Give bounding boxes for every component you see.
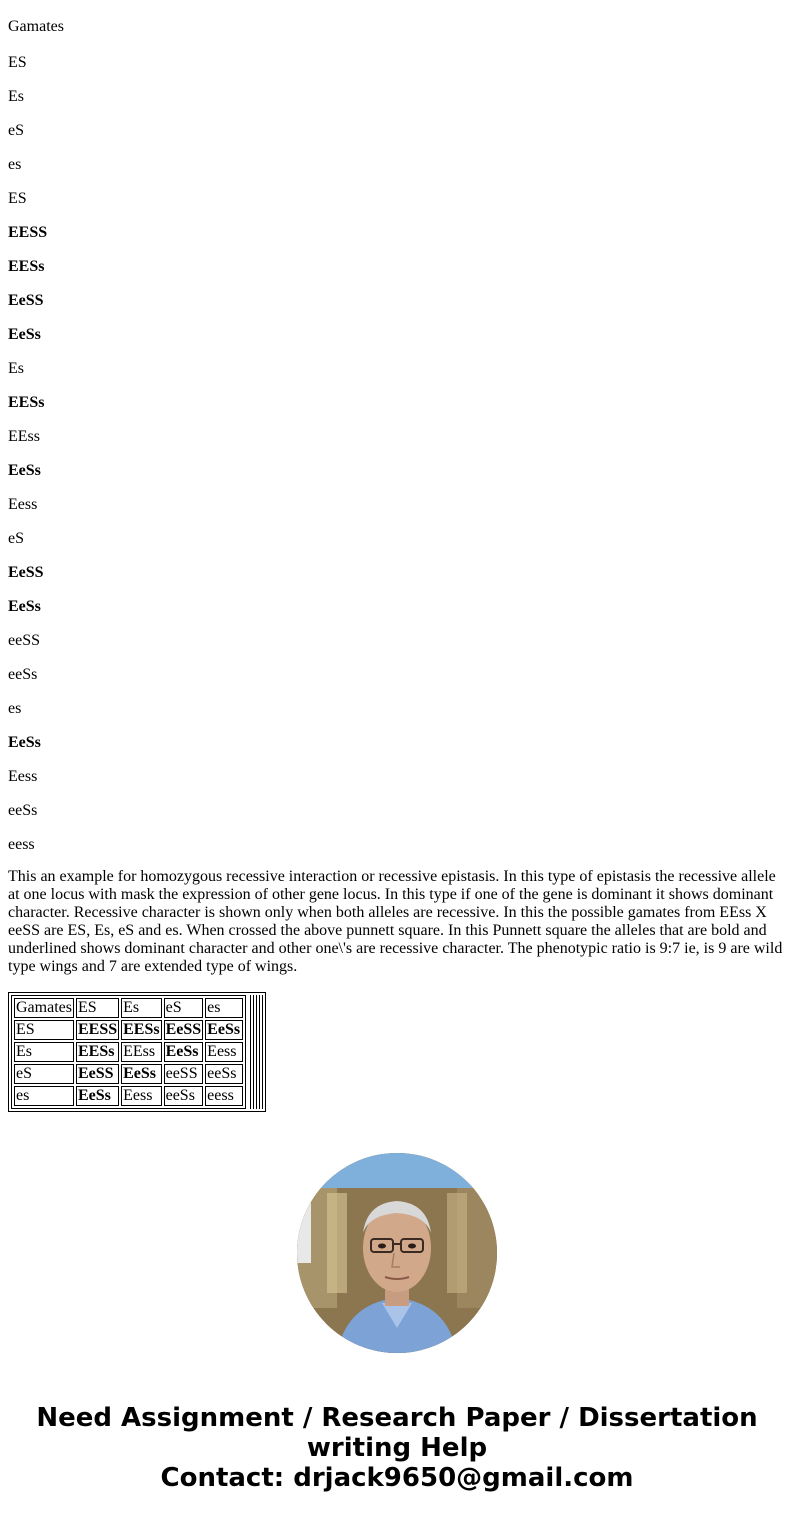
contact-banner — [0, 1403, 794, 1493]
table-cell: EeSs — [121, 1064, 161, 1084]
gamete-list-item: EESs — [8, 258, 45, 275]
gamete-list-item: EeSs — [8, 462, 41, 479]
gamete-list-item: ES — [8, 54, 27, 71]
gamete-list-item: EESs — [8, 394, 45, 411]
table-cell: es — [14, 1086, 74, 1106]
author-photo — [297, 1153, 497, 1353]
table-cell: Eess — [121, 1086, 161, 1106]
table-row — [14, 1064, 243, 1084]
table-cell: Gamates — [16, 999, 72, 1016]
table-cell: eess — [205, 1086, 243, 1106]
gamete-list-item: EESS — [8, 224, 48, 241]
gamete-list-item: EeSs — [8, 598, 41, 615]
gamete-list-item: Es — [8, 88, 24, 105]
table-cell: eS — [164, 998, 204, 1018]
gamete-list-item: eS — [8, 530, 24, 547]
gamete-list-item: Gamates — [8, 18, 64, 35]
author-photo-image — [297, 1153, 497, 1353]
table-cell: EESs — [123, 1021, 160, 1038]
table-cell: eeSs — [164, 1086, 204, 1106]
table-cell: EeSs — [164, 1042, 204, 1062]
gamete-list-item: ES — [8, 190, 27, 207]
gamete-list-item: Es — [8, 360, 24, 377]
punnett-square-table — [11, 995, 246, 1109]
gamete-list-item: eeSs — [8, 802, 38, 819]
table-cell: ES — [14, 1020, 74, 1040]
contact-banner-line2: writing Help — [306, 1433, 488, 1463]
table-row — [14, 998, 243, 1018]
table-cell: EEss — [121, 1042, 161, 1062]
table-row — [14, 1042, 243, 1062]
table-cell: eeSs — [205, 1064, 243, 1084]
table-cell: EESS — [77, 1021, 118, 1038]
table-row — [14, 1020, 243, 1040]
gamete-list-item: eS — [8, 122, 24, 139]
table-cell: Eess — [205, 1042, 243, 1062]
gamete-list-item: EeSS — [8, 564, 44, 581]
gamete-list-item: eess — [8, 836, 35, 853]
gamete-list-item: Eess — [8, 768, 38, 785]
table-cell: eS — [14, 1064, 74, 1084]
explanation-paragraph: This an example for homozygous recessive interaction or recessive epistasis. In this type of epistasis the recessive allele at one locus with mask the expression of other gene locus. In this type if one of the gene is dominant it shows dominant character. Recessive character is shown only when both alleles are recessive. In this the possible gamates from EEss X eeSS are ES, Es, eS and es. When crossed the above punnett square. In this Punnett square the alleles that are bold and underlined shows dominant character and other one\'s are recessive character. The phenotypic ratio is 9:7 ie, is 9 are wild type wings and 7 are extended type of wings. — [8, 868, 783, 975]
table-cell: EeSs — [205, 1020, 243, 1040]
gamete-list-item: Eess — [8, 496, 38, 513]
table-cell: ES — [76, 998, 119, 1018]
table-cell: es — [205, 998, 243, 1018]
table-cell: EESs — [76, 1042, 119, 1062]
gamete-list-item: es — [8, 156, 22, 173]
table-row — [14, 1086, 243, 1106]
punnett-square-frame — [8, 992, 266, 1112]
gamete-list-item: EeSs — [8, 326, 41, 343]
gamete-list-item: es — [8, 700, 22, 717]
contact-banner-email[interactable]: Contact: drjack9650@gmail.com — [160, 1463, 634, 1493]
gamete-list-item: EEss — [8, 428, 40, 445]
table-cell: eeSS — [164, 1064, 204, 1084]
contact-banner-line1: Need Assignment / Research Paper / Dissertation — [36, 1403, 758, 1433]
table-cell: EeSS — [165, 1021, 202, 1038]
table-cell: Es — [14, 1042, 74, 1062]
table-cell: EeSS — [76, 1064, 119, 1084]
gamete-list-item: EeSS — [8, 292, 44, 309]
table-cell: EeSs — [76, 1086, 119, 1106]
gamete-list-item: eeSs — [8, 666, 38, 683]
table-cell: Es — [121, 998, 161, 1018]
gamete-list — [8, 0, 786, 852]
gamete-list-item: EeSs — [8, 734, 41, 751]
gamete-list-item: eeSS — [8, 632, 40, 649]
table-border-stripes — [248, 995, 263, 1109]
